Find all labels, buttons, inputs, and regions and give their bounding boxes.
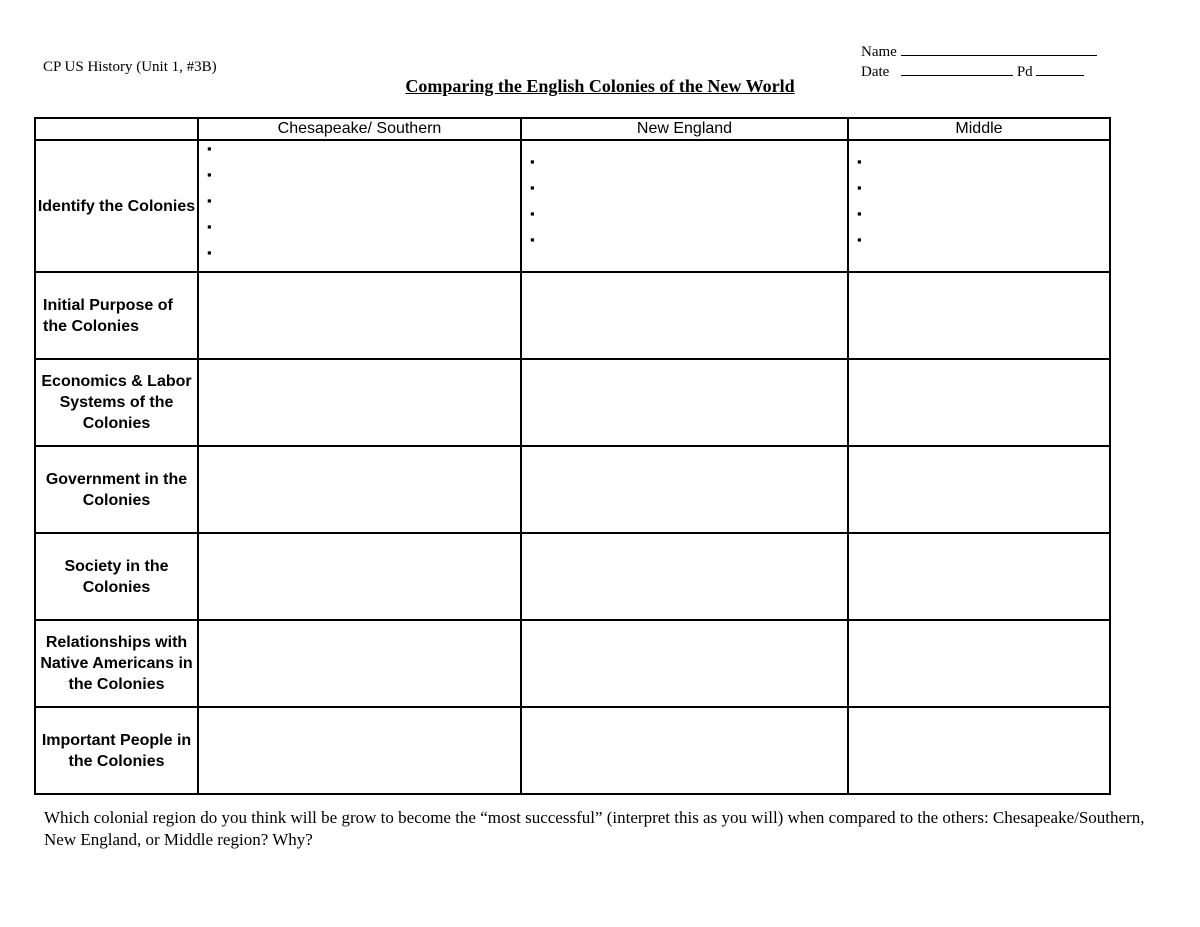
bullet-item[interactable] bbox=[857, 232, 1109, 258]
cell-purpose-new-england[interactable] bbox=[521, 272, 848, 359]
pd-field[interactable] bbox=[1036, 61, 1084, 76]
bullet-item[interactable] bbox=[857, 206, 1109, 232]
name-date-block bbox=[861, 41, 1097, 81]
bullet-list bbox=[849, 154, 1109, 258]
name-field[interactable] bbox=[901, 41, 1097, 56]
cell-economics-middle[interactable] bbox=[848, 359, 1110, 446]
column-header-middle: Middle bbox=[848, 118, 1110, 140]
table-row bbox=[35, 140, 1110, 272]
name-label: Name bbox=[861, 44, 897, 60]
cell-society-middle[interactable] bbox=[848, 533, 1110, 620]
cell-identify-new-england[interactable] bbox=[521, 140, 848, 272]
bullet-item[interactable] bbox=[857, 154, 1109, 180]
row-header-identify: Identify the Colonies bbox=[35, 140, 198, 272]
row-header-society: Society in the Colonies bbox=[35, 533, 198, 620]
bullet-item[interactable] bbox=[207, 141, 520, 167]
page-title: Comparing the English Colonies of the New World bbox=[405, 76, 795, 96]
cell-economics-chesapeake[interactable] bbox=[198, 359, 521, 446]
cell-purpose-middle[interactable] bbox=[848, 272, 1110, 359]
cell-native-new-england[interactable] bbox=[521, 620, 848, 707]
corner-cell bbox=[35, 118, 198, 140]
course-label: CP US History (Unit 1, #3B) bbox=[43, 59, 217, 75]
cell-native-middle[interactable] bbox=[848, 620, 1110, 707]
table-row bbox=[35, 272, 1110, 359]
row-header-economics: Economics & Labor Systems of the Colonies bbox=[35, 359, 198, 446]
cell-identify-middle[interactable] bbox=[848, 140, 1110, 272]
pd-label: Pd bbox=[1016, 64, 1033, 80]
cell-people-new-england[interactable] bbox=[521, 707, 848, 794]
table-row bbox=[35, 707, 1110, 794]
cell-people-middle[interactable] bbox=[848, 707, 1110, 794]
bullet-item[interactable] bbox=[530, 154, 847, 180]
table-row bbox=[35, 446, 1110, 533]
cell-government-middle[interactable] bbox=[848, 446, 1110, 533]
cell-economics-new-england[interactable] bbox=[521, 359, 848, 446]
bullet-list bbox=[199, 141, 520, 271]
row-header-purpose: Initial Purpose of the Colonies bbox=[35, 272, 198, 359]
cell-people-chesapeake[interactable] bbox=[198, 707, 521, 794]
date-label: Date bbox=[861, 64, 890, 80]
row-header-native-relations: Relationships with Native Americans in the Colonies bbox=[35, 620, 198, 707]
cell-purpose-chesapeake[interactable] bbox=[198, 272, 521, 359]
bullet-item[interactable] bbox=[530, 180, 847, 206]
cell-government-chesapeake[interactable] bbox=[198, 446, 521, 533]
bullet-item[interactable] bbox=[530, 232, 847, 258]
column-header-new-england: New England bbox=[521, 118, 848, 140]
table-row bbox=[35, 620, 1110, 707]
row-header-government: Government in the Colonies bbox=[35, 446, 198, 533]
cell-government-new-england[interactable] bbox=[521, 446, 848, 533]
bullet-item[interactable] bbox=[530, 206, 847, 232]
reflection-question: Which colonial region do you think will be grow to become the “most successful” (interpret this as you will) when compared to the others: Chesapeake/Southern, New England, or Middle region? Why? bbox=[44, 808, 1145, 849]
cell-native-chesapeake[interactable] bbox=[198, 620, 521, 707]
date-field[interactable] bbox=[901, 61, 1013, 76]
bullet-list bbox=[522, 154, 847, 258]
table-header-row bbox=[35, 118, 1110, 140]
table-row bbox=[35, 359, 1110, 446]
cell-identify-chesapeake[interactable] bbox=[198, 140, 521, 272]
bullet-item[interactable] bbox=[207, 245, 520, 271]
comparison-table bbox=[34, 117, 1111, 795]
table-row bbox=[35, 533, 1110, 620]
row-header-people: Important People in the Colonies bbox=[35, 707, 198, 794]
bullet-item[interactable] bbox=[857, 180, 1109, 206]
bullet-item[interactable] bbox=[207, 167, 520, 193]
column-header-chesapeake: Chesapeake/ Southern bbox=[198, 118, 521, 140]
bullet-item[interactable] bbox=[207, 193, 520, 219]
bullet-item[interactable] bbox=[207, 219, 520, 245]
name-line bbox=[861, 41, 1097, 61]
cell-society-new-england[interactable] bbox=[521, 533, 848, 620]
cell-society-chesapeake[interactable] bbox=[198, 533, 521, 620]
